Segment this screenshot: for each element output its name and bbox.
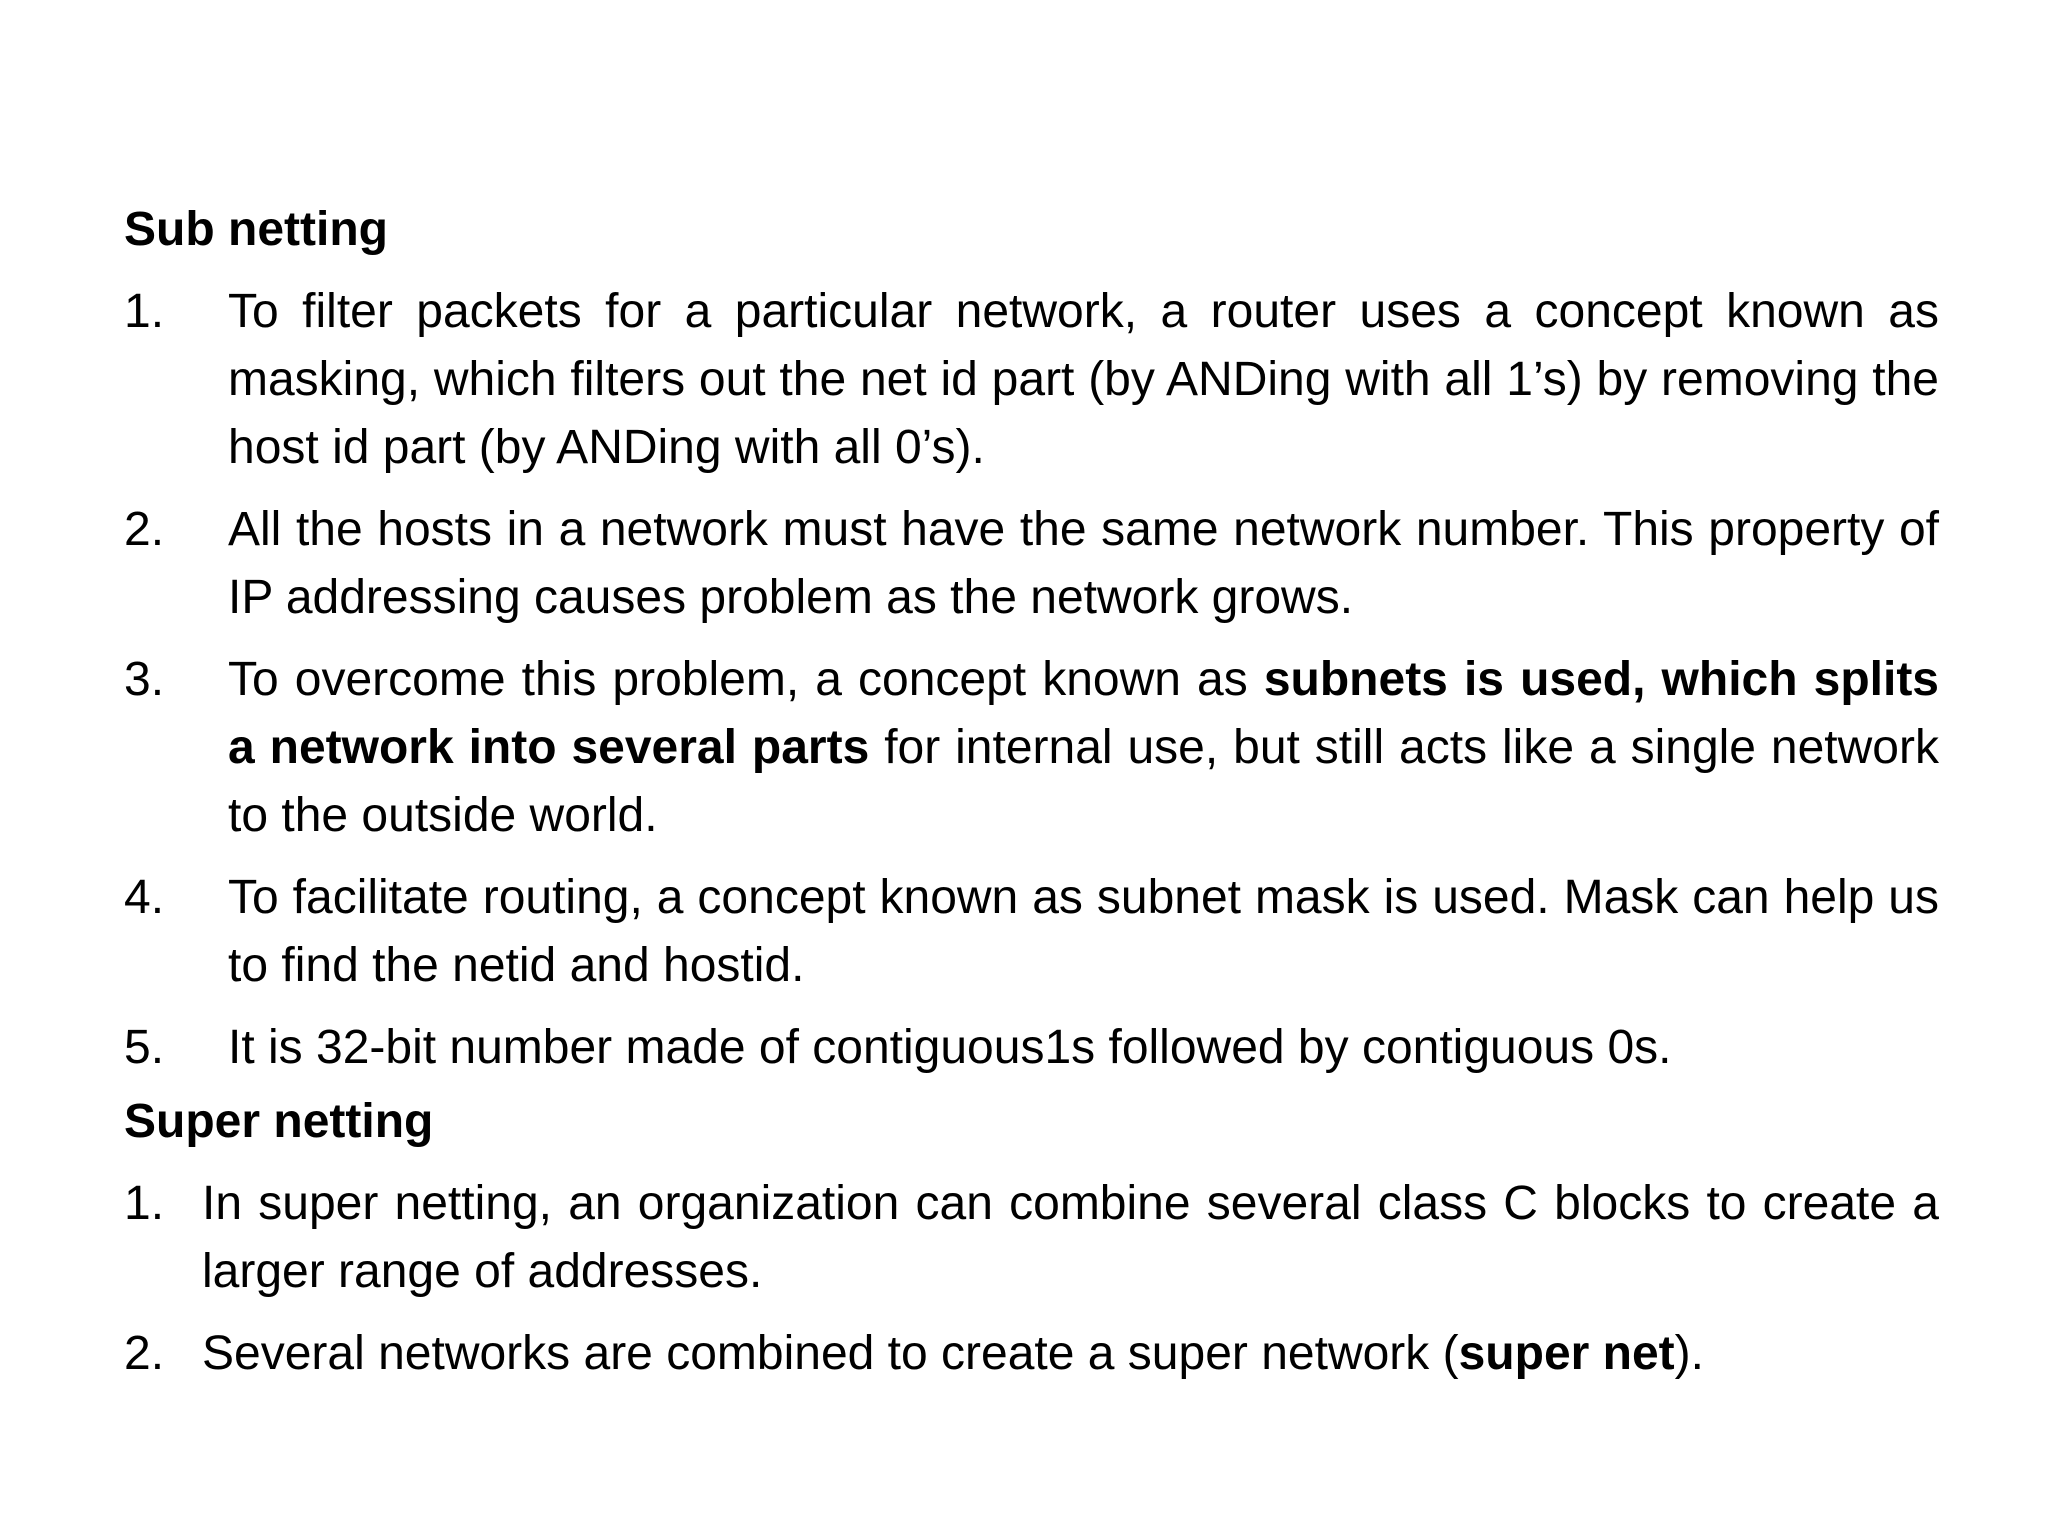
subnetting-item-2 (124, 496, 1939, 632)
item-text-after: ). (1674, 1327, 1704, 1380)
item-number: 2. (124, 1327, 165, 1380)
subnetting-heading: Sub netting (124, 203, 388, 256)
item-text-before: To overcome this problem, a concept known as (228, 653, 1264, 706)
item-text: All the hosts in a network must have the same network number. This property of IP addressing causes problem as the network grows. (228, 503, 1939, 624)
item-text-bold: subnets is used, which splits a network into several parts (228, 653, 1939, 774)
subnetting-item-4 (124, 864, 1939, 1000)
subnetting-item-5 (124, 1014, 1939, 1082)
supernetting-list (124, 1170, 1939, 1388)
subnetting-item-1 (124, 278, 1939, 482)
item-text: To filter packets for a particular network, a router uses a concept known as masking, which filters out the net id part (by ANDing with all 1’s) by removing the host id part (by ANDing with all 0’s). (228, 285, 1939, 474)
item-text-before: Several networks are combined to create a super network ( (202, 1327, 1459, 1380)
item-text-after: for internal use, but still acts like a single network to the outside world. (228, 721, 1939, 842)
item-number: 3. (124, 653, 165, 706)
item-text: It is 32-bit number made of contiguous1s followed by contiguous 0s. (228, 1021, 1672, 1074)
item-number: 1. (124, 1177, 165, 1230)
subnetting-list (124, 278, 1939, 1082)
item-number: 2. (124, 503, 165, 556)
supernetting-item-1 (124, 1170, 1939, 1306)
slide-content (124, 196, 1939, 1388)
item-number: 4. (124, 871, 165, 924)
supernetting-heading: Super netting (124, 1095, 434, 1148)
subnetting-item-3 (124, 646, 1939, 850)
item-number: 5. (124, 1021, 165, 1074)
item-number: 1. (124, 285, 165, 338)
supernetting-item-2 (124, 1320, 1939, 1388)
item-text: To facilitate routing, a concept known as subnet mask is used. Mask can help us to find the netid and hostid. (228, 871, 1939, 992)
item-text: In super netting, an organization can combine several class C blocks to create a larger range of addresses. (202, 1177, 1939, 1298)
item-text-bold: super net (1458, 1327, 1675, 1380)
